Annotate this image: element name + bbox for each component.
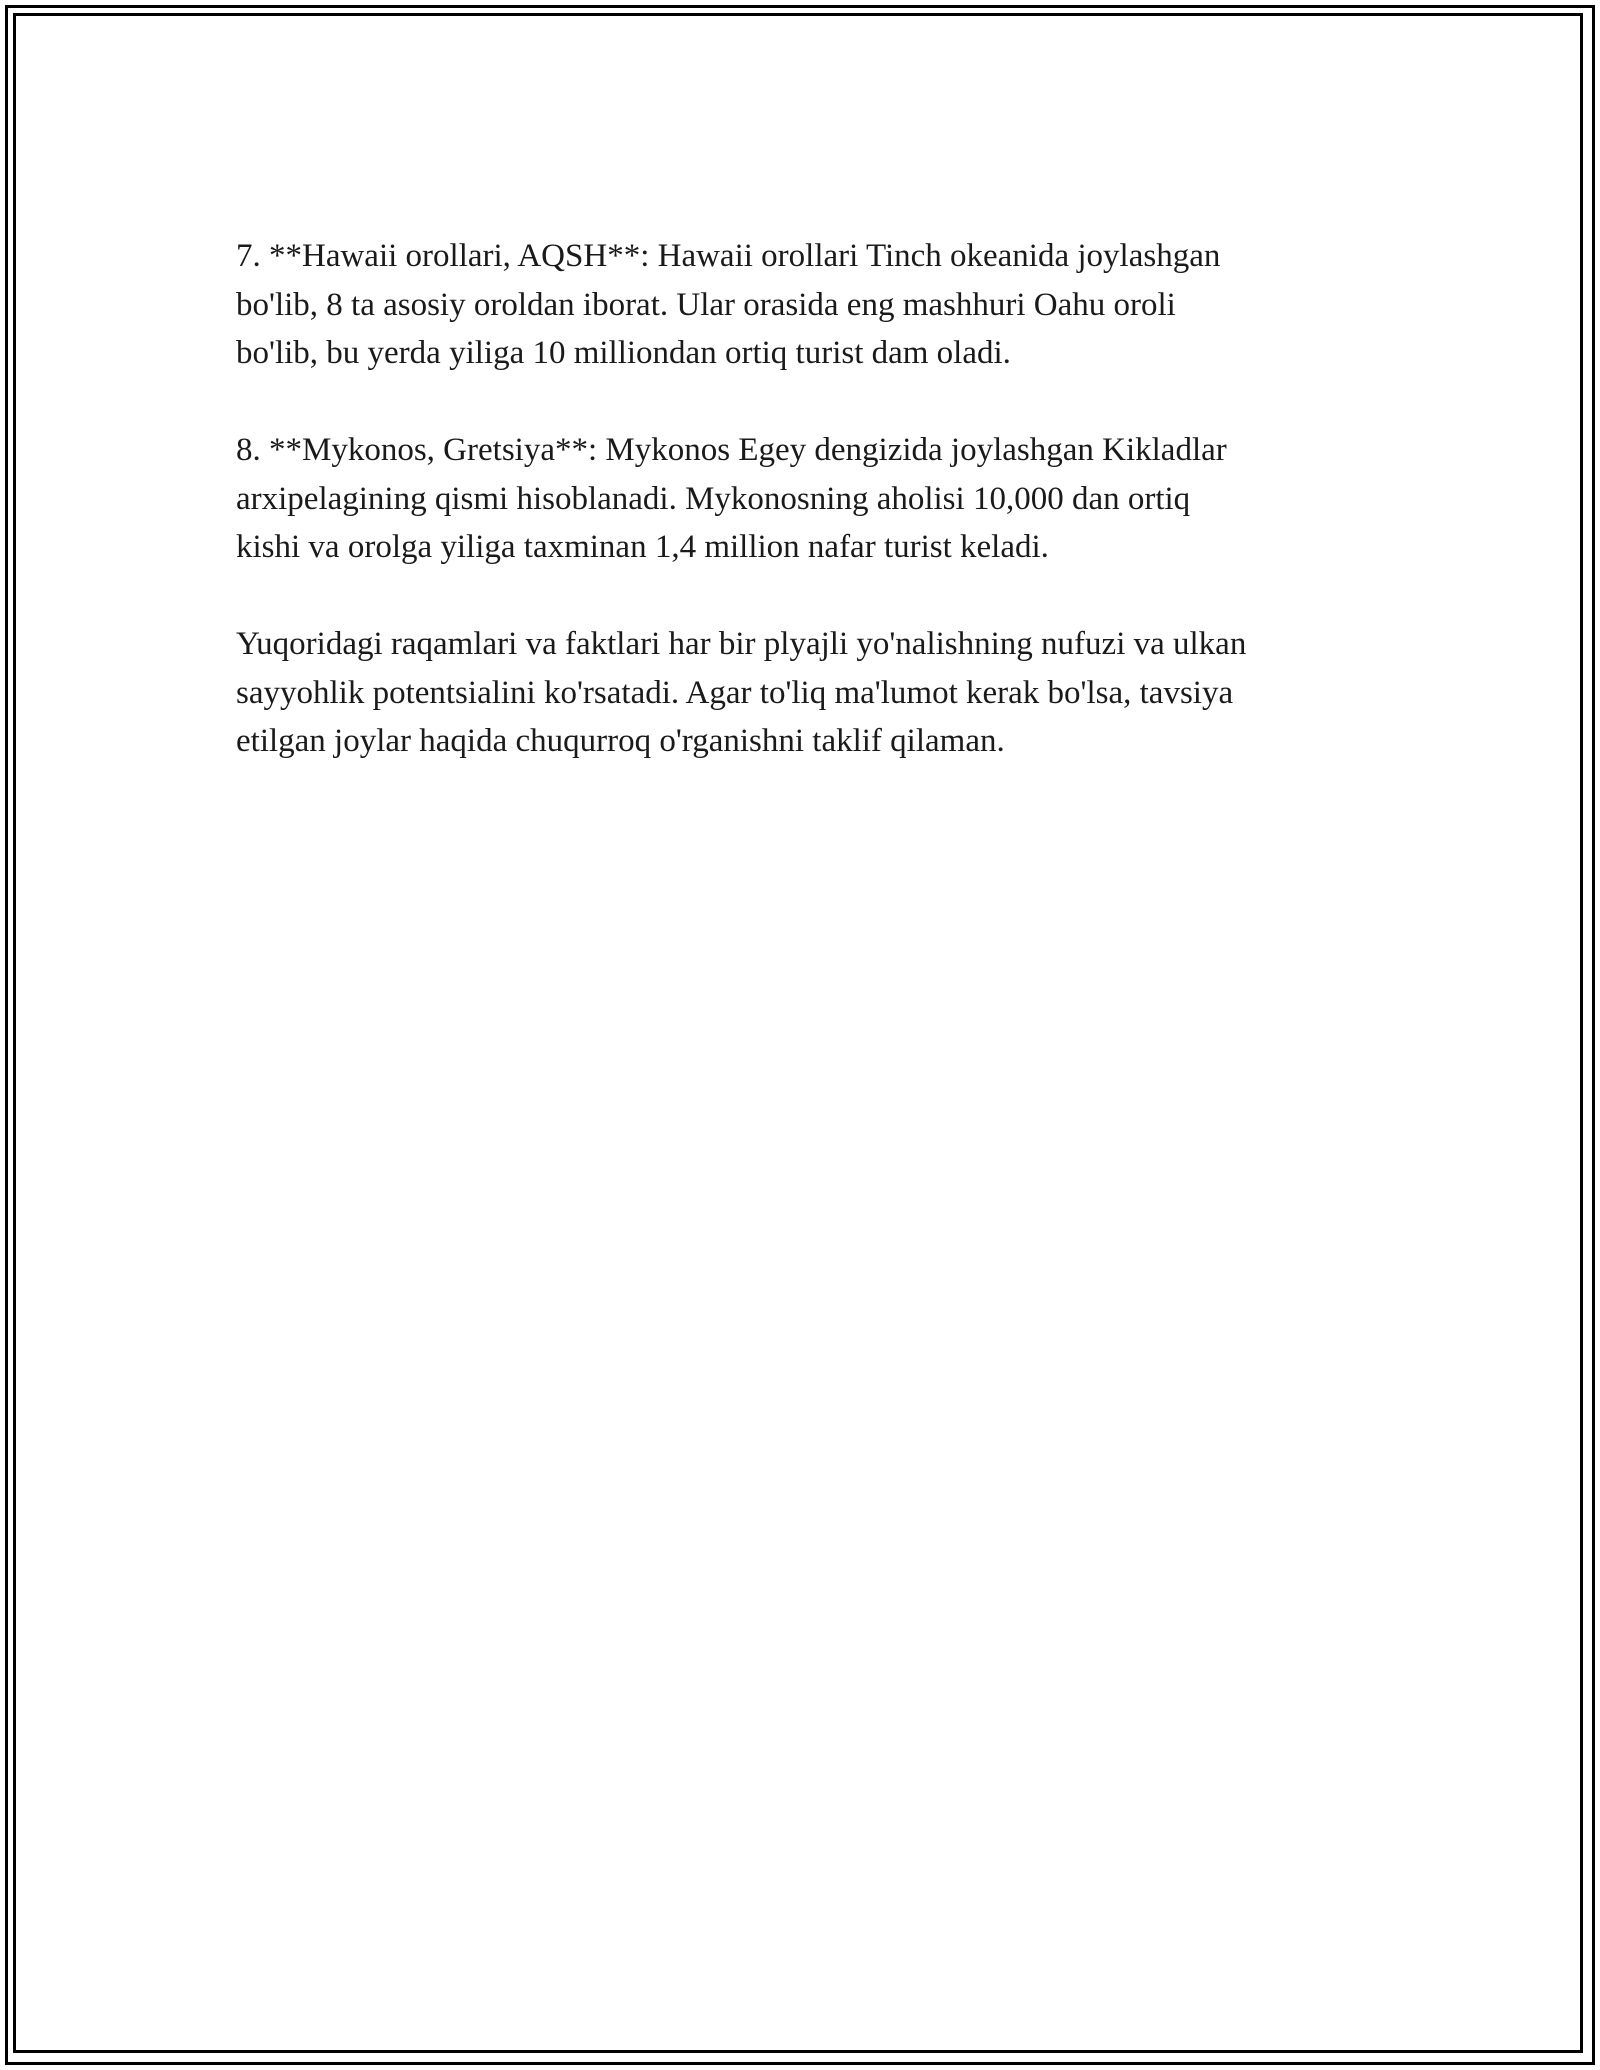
document-body xyxy=(236,232,1386,814)
text-line: sayyohlik potentsialini ko'rsatadi. Agar to'liq ma'lumot kerak bo'lsa, tavsiya xyxy=(236,674,1234,711)
text-line: bo'lib, 8 ta asosiy oroldan iborat. Ular orasida eng mashhuri Oahu oroli xyxy=(236,286,1176,323)
text-line: 8. **Mykonos, Gretsiya**: Mykonos Egey dengizida joylashgan Kikladlar xyxy=(236,432,1227,468)
paragraph-hawaii xyxy=(236,232,1386,378)
text-line: bo'lib, bu yerda yiliga 10 milliondan ortiq turist dam oladi. xyxy=(236,335,1011,371)
text-line: etilgan joylar haqida chuqurroq o'rganishni taklif qilaman. xyxy=(236,723,1005,759)
paragraph-mykonos xyxy=(236,426,1386,572)
text-line: 7. **Hawaii orollari, AQSH**: Hawaii orollari Tinch okeanida joylashgan xyxy=(236,238,1221,274)
paragraph-conclusion xyxy=(236,620,1386,766)
text-line: Yuqoridagi raqamlari va faktlari har bir plyajli yo'nalishning nufuzi va ulkan xyxy=(236,626,1247,662)
text-line: arxipelagining qismi hisoblanadi. Mykonosning aholisi 10,000 dan ortiq xyxy=(236,480,1191,517)
text-line: kishi va orolga yiliga taxminan 1,4 million nafar turist keladi. xyxy=(236,529,1049,565)
